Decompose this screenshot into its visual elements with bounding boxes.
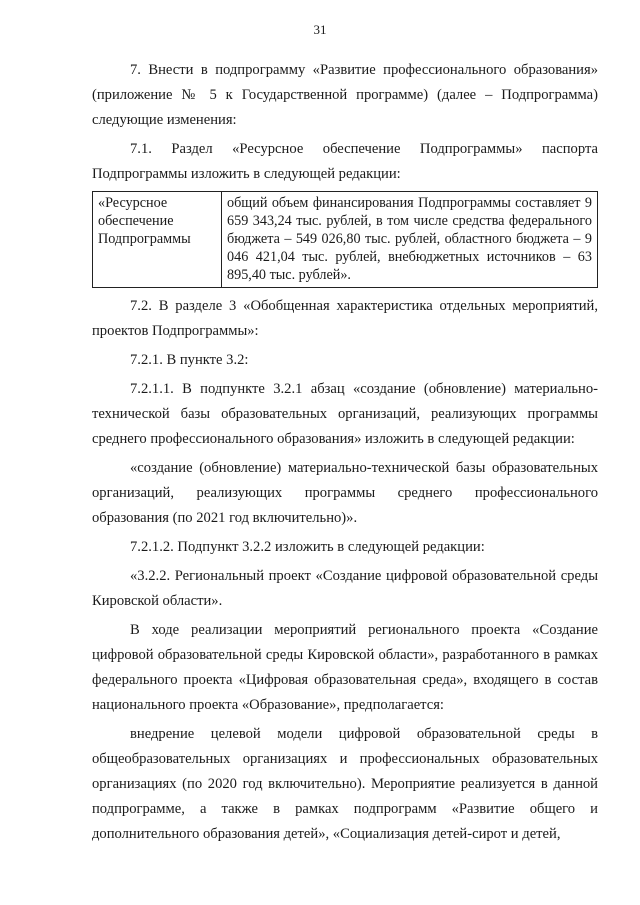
table-label-cell: «Ресурсное обеспечение Подпрограммы bbox=[93, 192, 222, 288]
paragraph-project-intro: В ходе реализации мероприятий регионального проекта «Создание цифровой образовательной среды Кировской области», разработанного в рамках федерального проекта «Цифровая образовательная среда», входящего в состав национального проекта «Образование», предполагается: bbox=[92, 622, 598, 713]
page-number: 31 bbox=[313, 22, 327, 37]
resource-table bbox=[92, 191, 598, 288]
paragraph-item-7: 7. Внести в подпрограмму «Развитие профессионального образования» (приложение № 5 к Государственной программе) (далее – Подпрограмма) следующие изменения: bbox=[92, 62, 598, 128]
paragraph-item-7-2-1-1: 7.2.1.1. В подпункте 3.2.1 абзац «создание (обновление) материально-технической базы образовательных организаций, реализующих программы среднего профессионального образования» изложить в следующей редакции: bbox=[92, 381, 598, 447]
table-text-cell: общий объем финансирования Подпрограммы составляет 9 659 343,24 тыс. рублей, в том числе средства федерального бюджета – 549 026,80 тыс. рублей, областного бюджета – 9 046 421,04 тыс. рублей, внебюджетных источников – 63 895,40 тыс. рублей». bbox=[222, 192, 598, 288]
paragraph-item-7-2-1-2: 7.2.1.2. Подпункт 3.2.2 изложить в следующей редакции: bbox=[130, 539, 485, 555]
paragraph-quote-creation: «создание (обновление) материально-технической базы образовательных организаций, реализующих программы среднего профессионального образования (по 2021 год включительно)». bbox=[92, 460, 598, 526]
table-row bbox=[93, 192, 598, 288]
paragraph-item-3-2-2: «3.2.2. Региональный проект «Создание цифровой образовательной среды Кировской области». bbox=[92, 568, 598, 609]
paragraph-item-7-1: 7.1. Раздел «Ресурсное обеспечение Подпрограммы» паспорта Подпрограммы изложить в следующей редакции: bbox=[92, 141, 598, 182]
paragraph-item-7-2-1: 7.2.1. В пункте 3.2: bbox=[130, 352, 249, 368]
paragraph-item-7-2: 7.2. В разделе 3 «Обобщенная характеристика отдельных мероприятий, проектов Подпрограммы»: bbox=[92, 298, 598, 339]
document-body bbox=[92, 58, 598, 851]
paragraph-target-model: внедрение целевой модели цифровой образовательной среды в общеобразовательных организациях и профессиональных образовательных организациях (по 2020 год включительно). Мероприятие реализуется в данной подпрограмме, а также в рамках подпрограмм «Развитие общего и дополнительного образования детей», «Социализация детей-сирот и детей, bbox=[92, 726, 598, 842]
